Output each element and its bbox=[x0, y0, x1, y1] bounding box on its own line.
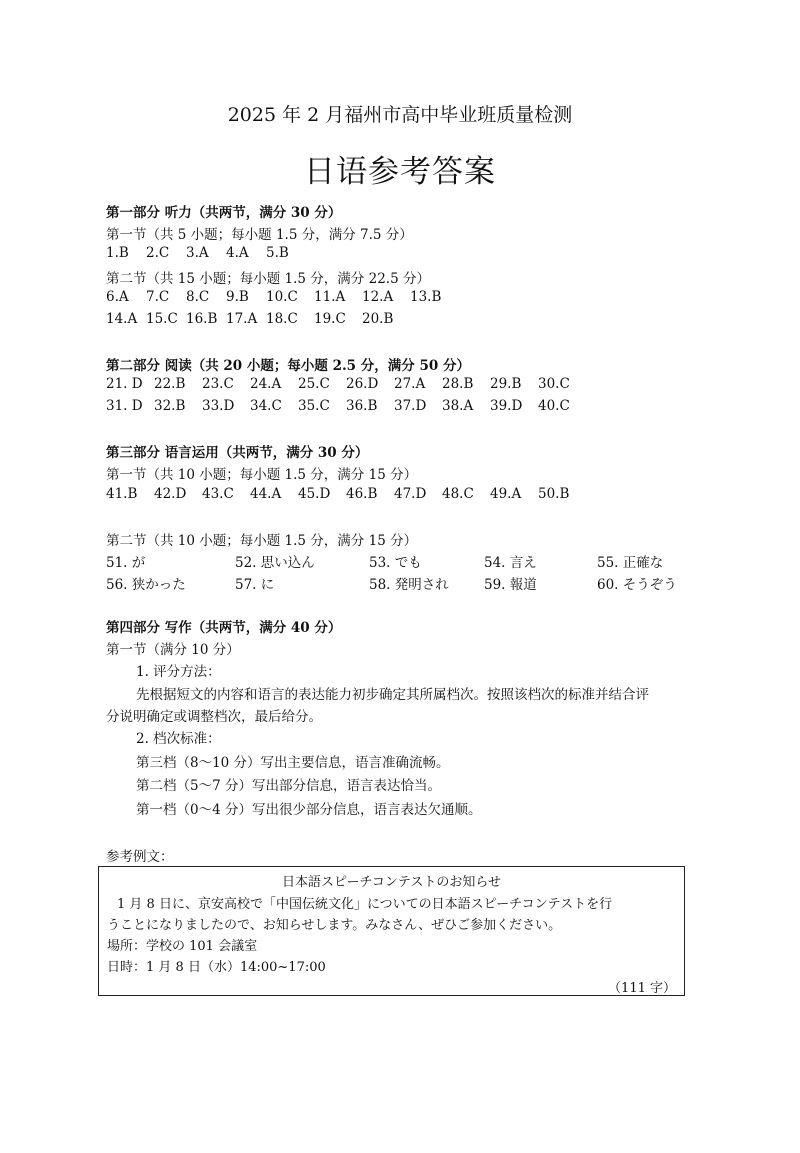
answer-item: 30.C bbox=[538, 376, 570, 392]
answer-item: 57. に bbox=[235, 577, 275, 593]
answer-item: 50.B bbox=[538, 486, 570, 502]
answer-item: 2.C bbox=[146, 245, 170, 261]
essay-line: 1 月 8 日に、京安高校で「中国伝統文化」についての日本語スピーチコンテストを行 bbox=[117, 897, 613, 912]
answer-key-title: 日语参考答案 bbox=[304, 154, 496, 190]
sample-label: 参考例文： bbox=[106, 849, 174, 865]
answer-item: 28.B bbox=[442, 376, 474, 392]
answer-item: 59. 報道 bbox=[484, 577, 537, 593]
answer-item: 10.C bbox=[266, 289, 298, 305]
answer-item: 20.B bbox=[362, 311, 394, 327]
answer-item: 36.B bbox=[346, 398, 378, 414]
answer-item: 37.D bbox=[394, 398, 427, 414]
part4-heading: 第四部分 写作（共两节，满分 40 分） bbox=[106, 620, 342, 636]
answer-item: 33.D bbox=[202, 398, 235, 414]
answer-item: 60. そうぞう bbox=[597, 577, 677, 593]
answer-item: 1.B bbox=[106, 245, 129, 261]
answer-item: 16.B bbox=[186, 311, 218, 327]
answer-item: 22.B bbox=[154, 376, 186, 392]
part1-sec1-heading: 第一节（共 5 小题；每小题 1.5 分，满分 7.5 分） bbox=[106, 227, 413, 243]
answer-item: 4.A bbox=[226, 245, 249, 261]
answer-item: 17.A bbox=[226, 311, 258, 327]
answer-item: 53. でも bbox=[369, 555, 422, 571]
answer-item: 38.A bbox=[442, 398, 474, 414]
part1-sec2-heading: 第二节（共 15 小题；每小题 1.5 分，满分 22.5 分） bbox=[106, 271, 430, 287]
answer-item: 58. 発明され bbox=[369, 577, 449, 593]
essay-title: 日本語スピーチコンテストのお知らせ bbox=[281, 875, 502, 890]
part2-heading: 第二部分 阅读（共 20 小题；每小题 2.5 分，满分 50 分） bbox=[106, 358, 470, 374]
answer-item: 25.C bbox=[298, 376, 330, 392]
answer-item: 48.C bbox=[442, 486, 474, 502]
answer-item: 49.A bbox=[490, 486, 522, 502]
answer-item: 35.C bbox=[298, 398, 330, 414]
answer-item: 31. D bbox=[106, 398, 143, 414]
answer-item: 54. 言え bbox=[484, 555, 537, 571]
method-text-1: 先根据短文的内容和语言的表达能力初步确定其所属档次。按照该档次的标准并结合评 bbox=[136, 687, 649, 703]
answer-item: 29.B bbox=[490, 376, 522, 392]
essay-line: 日時：1 月 8 日（水）14:00~17:00 bbox=[107, 960, 326, 975]
answer-item: 51. が bbox=[106, 555, 146, 571]
answer-item: 44.A bbox=[250, 486, 282, 502]
answer-item: 43.C bbox=[202, 486, 234, 502]
answer-item: 11.A bbox=[314, 289, 346, 305]
answer-item: 13.B bbox=[410, 289, 442, 305]
part1-heading: 第一部分 听力（共两节，满分 30 分） bbox=[106, 205, 342, 221]
part3-sec1-heading: 第一节（共 10 小题；每小题 1.5 分，满分 15 分） bbox=[106, 467, 418, 483]
grade-3: 第三档（8～10 分）写出主要信息，语言准确流畅。 bbox=[136, 755, 450, 771]
answer-item: 14.A bbox=[106, 311, 138, 327]
essay-line: 場所：学校の 101 会議室 bbox=[107, 939, 258, 954]
answer-item: 15.C bbox=[146, 311, 178, 327]
answer-item: 45.D bbox=[298, 486, 331, 502]
answer-item: 34.C bbox=[250, 398, 282, 414]
answer-item: 3.A bbox=[186, 245, 209, 261]
part3-heading: 第三部分 语言运用（共两节，满分 30 分） bbox=[106, 445, 369, 461]
essay-line: うことになりましたので、お知らせします。みなさん、ぜひご参加ください。 bbox=[107, 918, 562, 933]
answer-item: 18.C bbox=[266, 311, 298, 327]
answer-item: 41.B bbox=[106, 486, 138, 502]
answer-item: 23.C bbox=[202, 376, 234, 392]
answer-item: 9.B bbox=[226, 289, 249, 305]
answer-item: 6.A bbox=[106, 289, 129, 305]
answer-item: 40.C bbox=[538, 398, 570, 414]
answer-item: 42.D bbox=[154, 486, 187, 502]
answer-item: 19.C bbox=[314, 311, 346, 327]
answer-item: 7.C bbox=[146, 289, 170, 305]
answer-item: 21. D bbox=[106, 376, 143, 392]
answer-item: 32.B bbox=[154, 398, 186, 414]
exam-title: 2025 年 2 月福州市高中毕业班质量检测 bbox=[227, 104, 573, 126]
answer-item: 8.C bbox=[186, 289, 210, 305]
answer-item: 46.B bbox=[346, 486, 378, 502]
answer-item: 12.A bbox=[362, 289, 394, 305]
sample-essay-box bbox=[98, 866, 685, 996]
answer-item: 55. 正確な bbox=[597, 555, 664, 571]
answer-item: 24.A bbox=[250, 376, 282, 392]
answer-item: 26.D bbox=[346, 376, 379, 392]
word-count: （111 字） bbox=[608, 981, 676, 996]
method-text-2: 分说明确定或调整档次，最后给分。 bbox=[106, 709, 322, 725]
answer-item: 52. 思い込ん bbox=[235, 555, 315, 571]
part3-sec2-heading: 第二节（共 10 小题；每小题 1.5 分，满分 15 分） bbox=[106, 533, 418, 549]
grade-2: 第二档（5～7 分）写出部分信息，语言表达恰当。 bbox=[136, 778, 441, 794]
method-title: 1. 评分方法： bbox=[136, 664, 221, 680]
standard-title: 2. 档次标准： bbox=[136, 731, 221, 747]
answer-item: 47.D bbox=[394, 486, 427, 502]
part4-sec1-heading: 第一节（满分 10 分） bbox=[106, 642, 240, 658]
answer-item: 5.B bbox=[266, 245, 289, 261]
answer-item: 56. 狭かった bbox=[106, 577, 186, 593]
answer-item: 27.A bbox=[394, 376, 426, 392]
grade-1: 第一档（0～4 分）写出很少部分信息，语言表达欠通顺。 bbox=[136, 802, 482, 818]
answer-item: 39.D bbox=[490, 398, 523, 414]
